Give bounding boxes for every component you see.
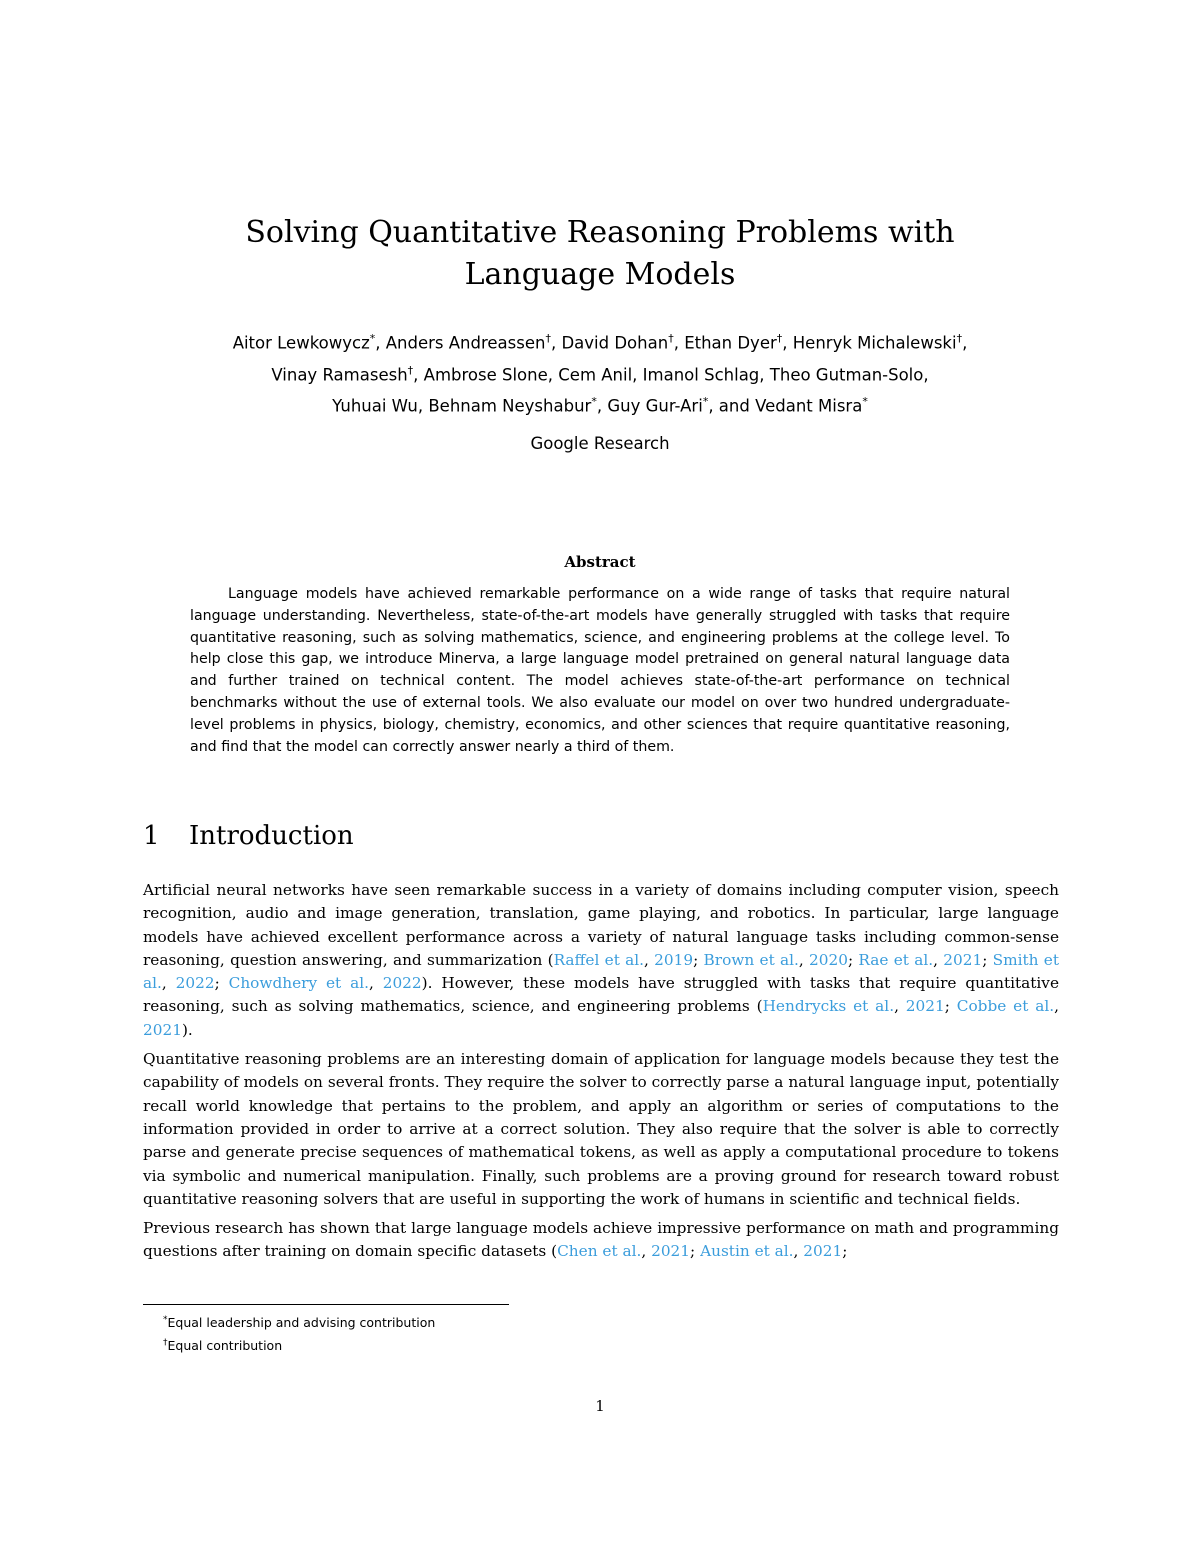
title-line-1: Solving Quantitative Reasoning Problems with: [245, 215, 955, 250]
footnote-text: Equal contribution: [167, 1338, 283, 1354]
abstract-heading: Abstract: [564, 553, 636, 571]
citation-link[interactable]: Hendrycks et al.: [762, 997, 895, 1016]
author-name: Aitor Lewkowycz: [232, 333, 370, 353]
author-mark: †: [407, 363, 414, 377]
body-paragraph: Artificial neural networks have seen remarkable success in a variety of domains including computer vision, speech recognition, audio and image generation, translation, game playing, and robotics. In particular, large language models have achieved excellent performance across a variety of natural language tasks including common-sense reasoning, question answering, and summarization (Raffel et al., 2019; Brown et al., 2020; Rae et al., 2021; Smith et al., 2022; Chowdhery et al., 2022). However, these models have struggled with tasks that require quantitative reasoning, such as solving mathematics, science, and engineering problems (Hendrycks et al., 2021; Cobbe et al., 2021).: [143, 881, 1059, 1039]
author-name: Vinay Ramasesh: [271, 365, 408, 384]
citation-link[interactable]: Smith et al.: [143, 950, 1059, 993]
author-mark: †: [545, 332, 551, 345]
body-paragraph: Previous research has shown that large language models achieve impressive performance on math and programming questions after training on domain specific datasets (Chen et al., 2021; Austin et al., 2021;: [143, 1219, 1059, 1261]
footnote: [163, 1333, 1043, 1356]
author-list: [130, 325, 1070, 420]
section-number: 1: [143, 821, 160, 851]
author-line-2: Vinay Ramasesh†, Ambrose Slone, Cem Anil, Imanol Schlag, Theo Gutman-Solo,: [271, 363, 929, 384]
author-name: Anders Andreassen: [385, 333, 546, 353]
author-name: Ambrose Slone: [423, 365, 548, 384]
citation-link[interactable]: 2021: [651, 1242, 691, 1261]
citation-link[interactable]: Chen et al.: [557, 1242, 642, 1261]
footnote-rule: [143, 1304, 509, 1305]
footnote-mark: *: [163, 1315, 168, 1325]
citation-link[interactable]: Brown et al.: [703, 950, 799, 969]
author-line-1: Aitor Lewkowycz*, Anders Andreassen†, David Dohan†, Ethan Dyer†, Henryk Michalewski†,: [232, 332, 968, 353]
section-heading: [143, 818, 1043, 854]
citation-link[interactable]: 2021: [803, 1242, 843, 1261]
citation-link[interactable]: Rae et al.: [858, 950, 934, 969]
citation-link[interactable]: 2021: [143, 1020, 182, 1039]
author-mark: *: [369, 332, 376, 345]
author-mark: †: [956, 332, 963, 345]
footnote-text: Equal leadership and advising contribution: [167, 1315, 436, 1331]
author-name: Theo Gutman-Solo: [769, 365, 924, 384]
author-line-3: Yuhuai Wu, Behnam Neyshabur*, Guy Gur-Ari*, and Vedant Misra*: [332, 395, 868, 416]
body-paragraph: Quantitative reasoning problems are an interesting domain of application for language models because they test the capability of models on several fronts. They require the solver to correctly parse a natural language input, potentially recall world knowledge that pertains to the problem, and apply an algorithm or series of computations to the information provided in order to arrive at a correct solution. They also require that the solver is able to correctly parse and generate precise sequences of mathematical tokens, as well as apply a computational procedure to tokens via symbolic and numerical manipulation. Finally, such problems are a proving ground for research toward robust quantitative reasoning solvers that are useful in supporting the work of humans in scientific and technical fields.: [143, 1050, 1059, 1208]
abstract-block: [190, 584, 1010, 758]
affiliation: Google Research: [530, 434, 670, 453]
footnote: [163, 1310, 1043, 1333]
author-mark: †: [776, 332, 783, 345]
citation-link[interactable]: Cobbe et al.: [956, 997, 1055, 1016]
author-name: Imanol Schlag: [642, 365, 760, 384]
author-mark: †: [668, 332, 674, 345]
author-name: Ethan Dyer: [684, 333, 777, 353]
author-name: Guy Gur-Ari: [607, 396, 703, 416]
author-name: Henryk Michalewski: [792, 333, 957, 353]
citation-link[interactable]: 2022: [382, 974, 422, 993]
page-number: 1: [595, 1397, 605, 1415]
abstract-text: Language models have achieved remarkable performance on a wide range of tasks that require natural language understanding. Nevertheless, state-of-the-art models have generally struggled with tasks that require quantitative reasoning, such as solving mathematics, science, and engineering problems at the college level. To help close this gap, we introduce Minerva, a large language model pretrained on general natural language data and further trained on technical content. The model achieves state-of-the-art performance on technical benchmarks without the use of external tools. We also evaluate our model on over two hundred undergraduate-level problems in physics, biology, chemistry, economics, and other sciences that require quantitative reasoning, and find that the model can correctly answer nearly a third of them.: [190, 586, 1010, 755]
citation-link[interactable]: 2022: [175, 974, 215, 993]
author-name: Behnam Neyshabur: [428, 396, 592, 416]
citation-link[interactable]: 2020: [809, 950, 848, 969]
body-text: [143, 879, 1059, 1270]
author-mark: *: [862, 395, 868, 408]
author-mark: *: [702, 395, 709, 408]
citation-link[interactable]: Chowdhery et al.: [228, 974, 369, 993]
author-name: Yuhuai Wu: [332, 396, 418, 416]
citation-link[interactable]: 2019: [654, 950, 694, 969]
author-name: Vedant Misra: [755, 396, 863, 416]
footnote-mark: †: [163, 1338, 168, 1349]
footnotes: [163, 1310, 1043, 1356]
author-name: Cem Anil: [558, 365, 633, 384]
citation-link[interactable]: Raffel et al.: [553, 950, 644, 969]
author-name: David Dohan: [561, 333, 669, 353]
paper-title: [150, 212, 1050, 296]
author-mark: *: [591, 395, 597, 408]
citation-link[interactable]: Austin et al.: [700, 1242, 794, 1261]
title-line-2: Language Models: [464, 257, 736, 292]
citation-link[interactable]: 2021: [943, 950, 983, 969]
section-title: Introduction: [189, 821, 354, 851]
citation-link[interactable]: 2021: [905, 997, 945, 1016]
